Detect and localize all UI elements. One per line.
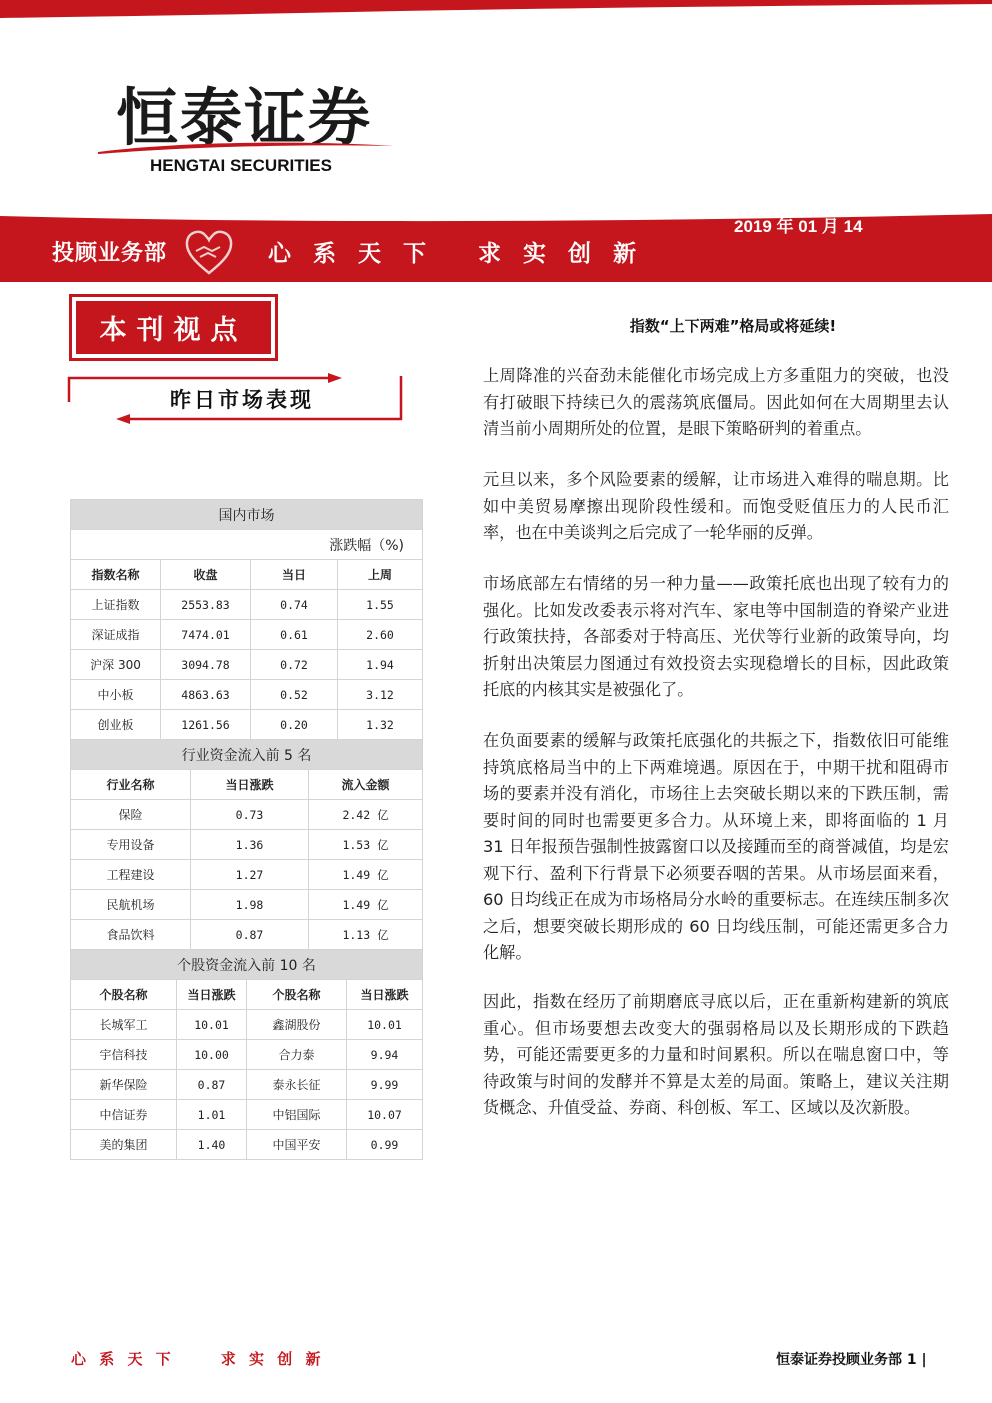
close-value: 3094.78 (161, 650, 251, 680)
table-row (71, 1130, 423, 1160)
article-title: 指数“上下两难”格局或将延续! (629, 317, 837, 335)
stock-name: 合力泰 (247, 1040, 347, 1070)
index-name: 上证指数 (71, 590, 161, 620)
table-row (71, 710, 423, 740)
table-header-row (71, 560, 423, 590)
column-header: 个股名称 (247, 980, 347, 1010)
index-name: 中小板 (71, 680, 161, 710)
table-row (71, 650, 423, 680)
daily-change: 0.20 (251, 710, 338, 740)
stock-name: 泰永长征 (247, 1070, 347, 1100)
stock-name: 中信证券 (71, 1100, 177, 1130)
table-row (71, 920, 423, 950)
industry-name: 工程建设 (71, 860, 191, 890)
table-row (71, 800, 423, 830)
table-row (71, 890, 423, 920)
table-row (71, 620, 423, 650)
table-row (71, 1070, 423, 1100)
company-logo-en: HENGTAI SECURITIES (150, 156, 332, 175)
weekly-change: 1.55 (338, 590, 423, 620)
inflow-amount: 1.49 亿 (309, 860, 423, 890)
table-row (71, 860, 423, 890)
inflow-amount: 1.53 亿 (309, 830, 423, 860)
daily-change: 0.99 (347, 1130, 423, 1160)
banner-slogan: 心 系 天 下 求 实 创 新 (268, 241, 644, 267)
stock-name: 宇信科技 (71, 1040, 177, 1070)
daily-change: 1.98 (191, 890, 309, 920)
daily-change: 10.00 (177, 1040, 247, 1070)
industry-name: 民航机场 (71, 890, 191, 920)
column-header: 当日涨跌 (177, 980, 247, 1010)
industry-inflow-title: 行业资金流入前 5 名 (71, 740, 423, 770)
inflow-amount: 1.13 亿 (309, 920, 423, 950)
column-header: 指数名称 (71, 560, 161, 590)
stock-inflow-table (70, 949, 423, 1160)
index-name: 沪深 300 (71, 650, 161, 680)
daily-change: 0.73 (191, 800, 309, 830)
table-row (71, 1040, 423, 1070)
footer-slogan: 心 系 天 下 求 实 创 新 (71, 1350, 325, 1368)
weekly-change: 1.32 (338, 710, 423, 740)
inflow-amount: 2.42 亿 (309, 800, 423, 830)
column-header: 当日 (251, 560, 338, 590)
daily-change: 1.40 (177, 1130, 247, 1160)
column-header: 上周 (338, 560, 423, 590)
daily-change: 0.61 (251, 620, 338, 650)
stock-name: 新华保险 (71, 1070, 177, 1100)
company-logo-cn: 恒泰证券 (116, 81, 373, 154)
article-paragraph: 因此，指数在经历了前期磨底寻底以后，正在重新构建新的筑底重心。但市场要想去改变大的强弱格局以及长期形成的下跌趋势，可能还需要更多的力量和时间累积。所以在喘息窗口中，等待政策与时间的发酵并不算是太差的局面。策略上，建议关注期货概念、升值受益、券商、科创板、军工、区域以及次新股。 (483, 992, 949, 1117)
daily-change: 10.07 (347, 1100, 423, 1130)
index-name: 深证成指 (71, 620, 161, 650)
close-value: 2553.83 (161, 590, 251, 620)
daily-change: 0.52 (251, 680, 338, 710)
daily-change: 10.01 (347, 1010, 423, 1040)
logo-swoosh-icon (96, 140, 396, 156)
daily-change: 0.74 (251, 590, 338, 620)
article-paragraph: 在负面要素的缓解与政策托底强化的共振之下，指数依旧可能维持筑底格局当中的上下两难境遇。原因在于，中期干扰和阻碍市场的要素并没有消化，市场往上去突破长期以来的下跌压制，需要时间的同时也需要更多合力。从环境上来，即将面临的 1 月 31 日年报预告强制性披露窗口以及接踵而至的商誉减值，均是宏观下行、盈利下行背景下必须要吞咽的苦果。从市场层面来看，60 日均线正在成为市场格局分水岭的重要标志。在连续压制多次之后，想要突破长期形成的 60 日均线压制，可能还需更多合力化解。 (483, 731, 949, 962)
article-paragraph: 市场底部左右情绪的另一种力量——政策托底也出现了较有力的强化。比如发改委表示将对汽车、家电等中国制造的脊梁产业进行政策扶持，各部委对于特高压、光伏等行业新的政策导向，均折射出决策层力图通过有效投资去实现稳增长的目标，因此政策托底的内核其实是被强化了。 (483, 574, 949, 699)
daily-change: 0.72 (251, 650, 338, 680)
weekly-change: 2.60 (338, 620, 423, 650)
close-value: 1261.56 (161, 710, 251, 740)
close-value: 7474.01 (161, 620, 251, 650)
column-header: 当日涨跌 (347, 980, 423, 1010)
weekly-change: 1.94 (338, 650, 423, 680)
daily-change: 9.99 (347, 1070, 423, 1100)
daily-change: 10.01 (177, 1010, 247, 1040)
industry-name: 食品饮料 (71, 920, 191, 950)
table-header-row (71, 770, 423, 800)
stock-name: 中铝国际 (247, 1100, 347, 1130)
table-row (71, 590, 423, 620)
table-row (71, 1010, 423, 1040)
weekly-change: 3.12 (338, 680, 423, 710)
stock-inflow-title: 个股资金流入前 10 名 (71, 950, 423, 980)
stock-name: 中国平安 (247, 1130, 347, 1160)
daily-change: 0.87 (177, 1070, 247, 1100)
close-value: 4863.63 (161, 680, 251, 710)
yesterday-market-label: 昨日市场表现 (170, 387, 314, 412)
column-header: 收盘 (161, 560, 251, 590)
industry-name: 专用设备 (71, 830, 191, 860)
column-header: 个股名称 (71, 980, 177, 1010)
column-header: 流入金额 (309, 770, 423, 800)
report-date: 2019 年 01 月 14 (734, 217, 863, 236)
daily-change: 0.87 (191, 920, 309, 950)
table-row (71, 1100, 423, 1130)
article-paragraph: 上周降准的兴奋劲未能催化市场完成上方多重阻力的突破，也没有打破眼下持续已久的震荡筑底僵局。因此如何在大周期里去认清当前小周期所处的位置，是眼下策略研判的着重点。 (483, 366, 949, 438)
column-header: 当日涨跌 (191, 770, 309, 800)
index-name: 创业板 (71, 710, 161, 740)
viewpoint-label-box (69, 294, 278, 361)
industry-name: 保险 (71, 800, 191, 830)
viewpoint-label: 本刊视点 (76, 301, 271, 354)
stock-name: 美的集团 (71, 1130, 177, 1160)
daily-change: 9.94 (347, 1040, 423, 1070)
table-header-row (71, 980, 423, 1010)
change-unit-label: 涨跌幅（%) (71, 530, 423, 560)
footer-page-label: 恒泰证券投顾业务部 1 | (776, 1352, 927, 1368)
table-row (71, 680, 423, 710)
daily-change: 1.01 (177, 1100, 247, 1130)
inflow-amount: 1.49 亿 (309, 890, 423, 920)
article-paragraph: 元旦以来，多个风险要素的缓解，让市场进入难得的喘息期。比如中美贸易摩擦出现阶段性缓和。而饱受贬值压力的人民币汇率，也在中美谈判之后完成了一轮华丽的反弹。 (483, 470, 949, 542)
stock-name: 鑫湖股份 (247, 1010, 347, 1040)
daily-change: 1.27 (191, 860, 309, 890)
table-row (71, 830, 423, 860)
stock-name: 长城军工 (71, 1010, 177, 1040)
domestic-market-title: 国内市场 (71, 500, 423, 530)
domestic-market-table (70, 499, 423, 740)
department-name: 投顾业务部 (52, 241, 168, 266)
daily-change: 1.36 (191, 830, 309, 860)
column-header: 行业名称 (71, 770, 191, 800)
industry-inflow-table (70, 739, 423, 950)
handshake-heart-icon (184, 227, 234, 277)
top-red-band (0, 0, 992, 18)
